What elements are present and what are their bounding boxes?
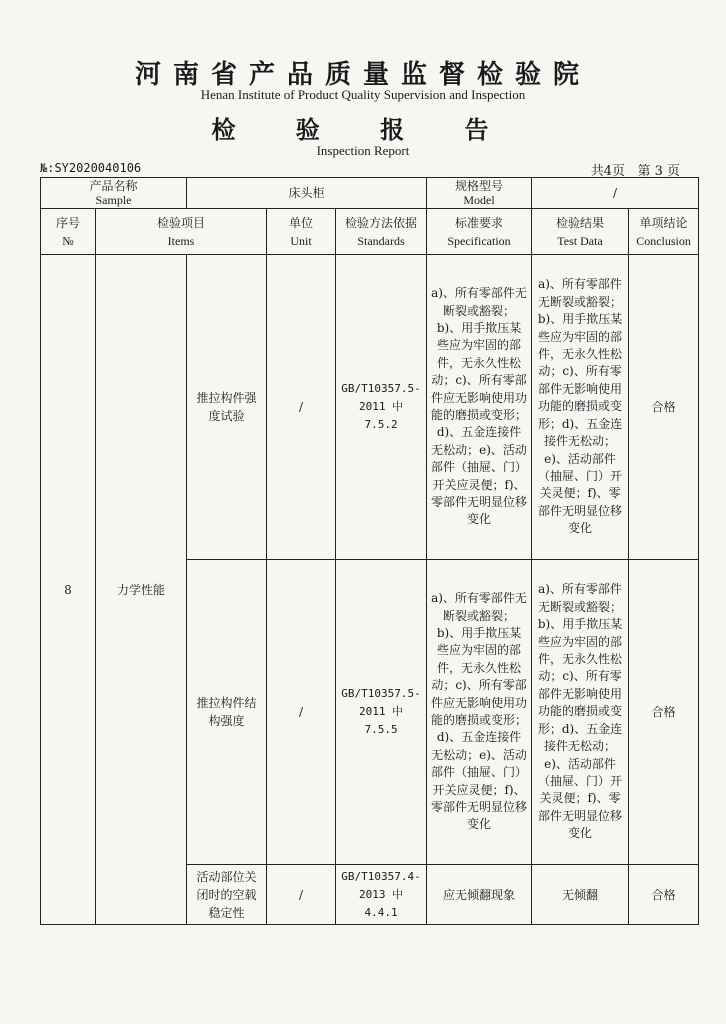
- col-unit-en: Unit: [290, 233, 312, 248]
- col-specification-en: Specification: [447, 233, 511, 248]
- institute-name-cn: 河南省产品质量监督检验院: [134, 60, 591, 90]
- sub-item: 推拉构件结构强度: [187, 560, 267, 865]
- test-data-value: a)、所有零部件无断裂或豁裂；b)、用手揿压某些应为牢固的部件，无永久性松动；c)、所有零部件无影响使用功能的磨损或变形；d)、五金连接件无松动；e)、活动部件（抽屉、门）开关灵便；f)、零部件无明显位移变化: [532, 560, 629, 865]
- col-test-data-en: Test Data: [557, 233, 603, 248]
- sample-label-en: Sample: [95, 193, 132, 207]
- group-name: 力学性能: [96, 255, 187, 925]
- col-conclusion-cn: 单项结论: [639, 215, 688, 230]
- col-items-cn: 检验项目: [157, 215, 206, 230]
- unit-value: /: [267, 255, 336, 560]
- unit-value: /: [267, 865, 336, 925]
- col-conclusion-en: Conclusion: [636, 233, 691, 248]
- sample-name: 床头柜: [187, 178, 427, 209]
- table-row: [41, 255, 699, 560]
- col-no-en: №: [62, 233, 74, 248]
- model-value: /: [532, 178, 699, 209]
- col-standards-en: Standards: [357, 233, 405, 248]
- col-standards: [336, 209, 427, 255]
- report-title-en: Inspection Report: [316, 143, 410, 158]
- col-conclusion: [629, 209, 699, 255]
- page-info: 共4页 第 3 页: [590, 164, 680, 179]
- inspection-table: [40, 177, 699, 925]
- col-specification-cn: 标准要求: [455, 215, 504, 230]
- group-number: 8: [41, 255, 96, 925]
- col-no: [41, 209, 96, 255]
- column-header-row: [41, 209, 699, 255]
- standard-value: GB/T10357.5-2011 中 7.5.5: [336, 560, 427, 865]
- sub-item: 活动部位关闭时的空载稳定性: [187, 865, 267, 925]
- col-no-cn: 序号: [55, 215, 80, 230]
- specification-value: a)、所有零部件无断裂或豁裂；b)、用手揿压某些应为牢固的部件，无永久性松动；c)、所有零部件应无影响使用功能的磨损或变形；d)、五金连接件无松动；e)、活动部件（抽屉、门）开关应灵便；f)、零部件无明显位移变化: [427, 560, 532, 865]
- col-test-data-cn: 检验结果: [556, 215, 605, 230]
- conclusion-value: 合格: [629, 560, 699, 865]
- test-data-value: 无倾翻: [532, 865, 629, 925]
- sample-row: [41, 178, 699, 209]
- sub-item: 推拉构件强度试验: [187, 255, 267, 560]
- col-unit-cn: 单位: [289, 215, 314, 230]
- institute-name-en: Henan Institute of Product Quality Supervision and Inspection: [200, 87, 526, 102]
- model-label-cn: 规格型号: [455, 179, 504, 193]
- standard-value: GB/T10357.4-2013 中 4.4.1: [336, 865, 427, 925]
- model-label: [427, 178, 532, 209]
- col-items-en: Items: [167, 233, 195, 248]
- standard-value: GB/T10357.5-2011 中 7.5.2: [336, 255, 427, 560]
- unit-value: /: [267, 560, 336, 865]
- col-unit: [267, 209, 336, 255]
- col-test-data: [532, 209, 629, 255]
- conclusion-value: 合格: [629, 255, 699, 560]
- model-label-en: Model: [463, 193, 495, 207]
- report-title-cn: 检 验 报 告: [211, 115, 515, 144]
- col-items: [96, 209, 267, 255]
- conclusion-value: 合格: [629, 865, 699, 925]
- col-specification: [427, 209, 532, 255]
- report-number: №:SY2020040106: [40, 161, 142, 175]
- col-standards-cn: 检验方法依据: [345, 215, 418, 230]
- test-data-value: a)、所有零部件无断裂或豁裂；b)、用手揿压某些应为牢固的部件，无永久性松动；c)、所有零部件无影响使用功能的磨损或变形；d)、五金连接件无松动；e)、活动部件（抽屉、门）开关灵便；f)、零部件无明显位移变化: [532, 255, 629, 560]
- sample-label: [41, 178, 187, 209]
- specification-value: 应无倾翻现象: [427, 865, 532, 925]
- sample-label-cn: 产品名称: [89, 179, 138, 193]
- specification-value: a)、所有零部件无断裂或豁裂；b)、用手揿压某些应为牢固的部件，无永久性松动；c)、所有零部件应无影响使用功能的磨损或变形；d)、五金连接件无松动；e)、活动部件（抽屉、门）开关应灵便；f)、零部件无明显位移变化: [427, 255, 532, 560]
